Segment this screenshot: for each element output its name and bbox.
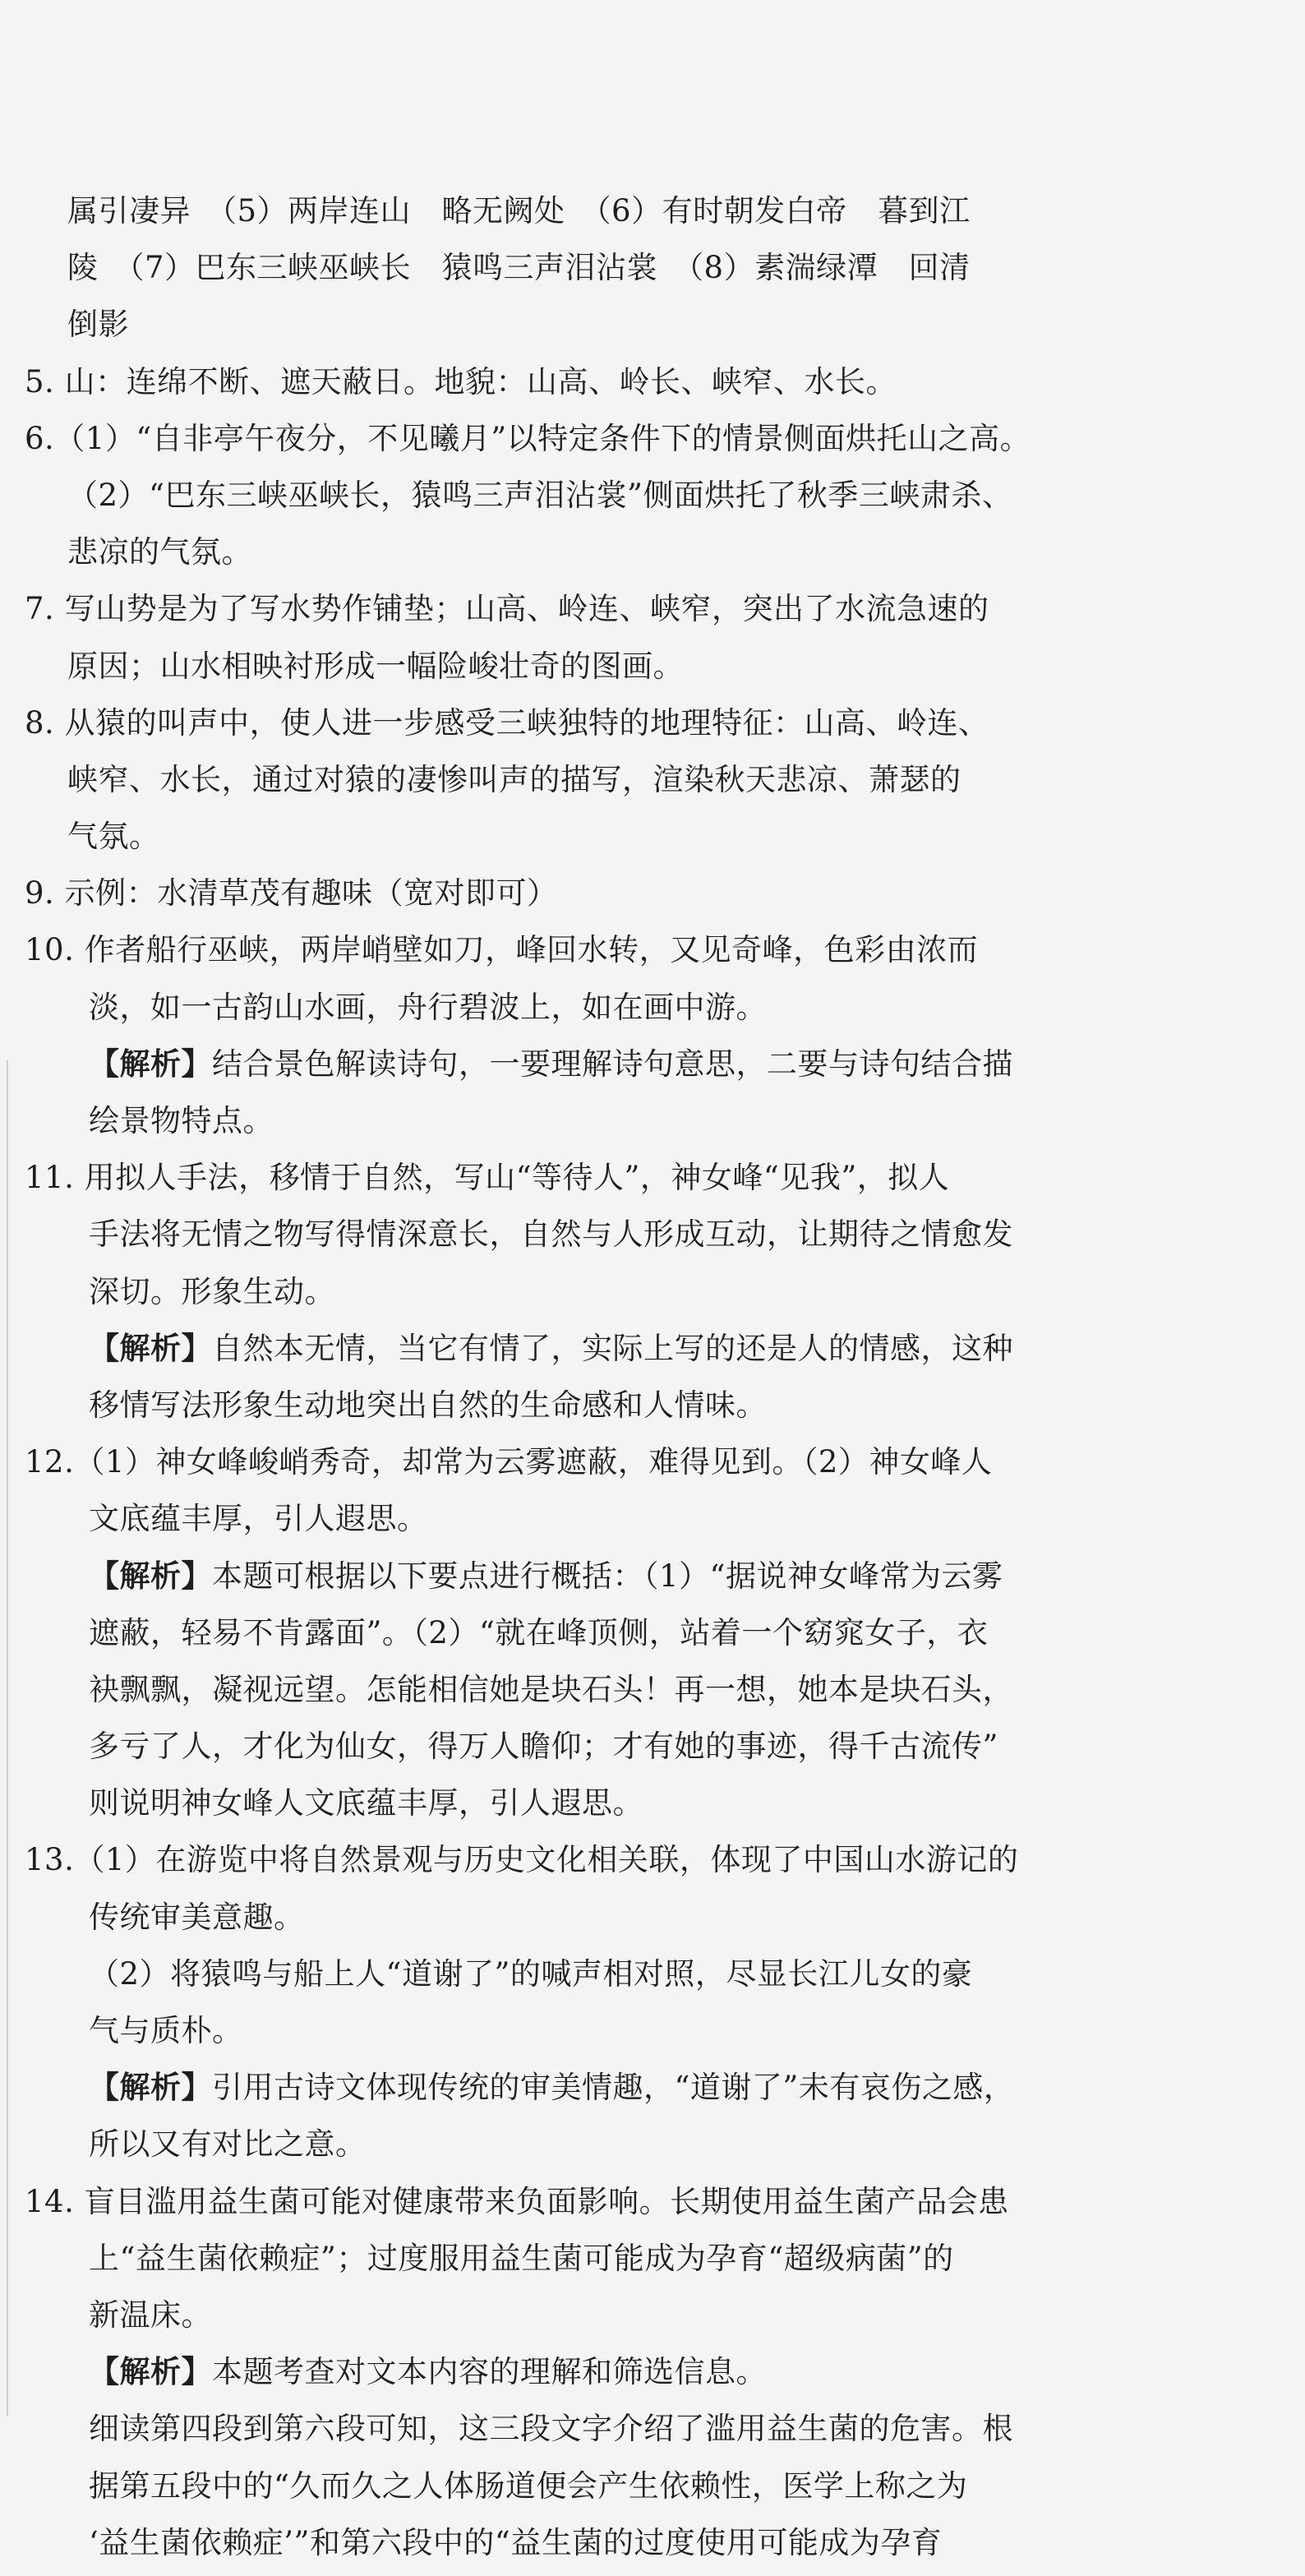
text-line: 上“益生菌依赖症”；过度服用益生菌可能成为孕育“超级病菌”的 (89, 2240, 954, 2276)
analysis-line (25, 1548, 1159, 1604)
text-line: ‘益生菌依赖症’”和第六段中的“益生菌的过度使用可能成为孕育 (89, 2524, 943, 2560)
analysis-text: 本题可根据以下要点进行概括：（1）“据说神女峰常为云雾 (212, 1558, 1003, 1594)
analysis-text: 本题考查对文本内容的理解和筛选信息。 (212, 2354, 767, 2390)
analysis-line (25, 2343, 1159, 2400)
text-line: （2）“巴东三峡巫峡长，猿鸣三声泪沾裳”侧面烘托了秋季三峡肃杀、 (67, 477, 1013, 513)
analysis-label: 【解析】 (89, 1558, 212, 1594)
analysis-label: 【解析】 (89, 1330, 212, 1366)
text-line: 传统审美意趣。 (89, 1899, 305, 1935)
text-line: 文底蕴丰厚，引人遐思。 (89, 1501, 428, 1537)
analysis-text: 结合景色解读诗句，一要理解诗句意思，二要与诗句结合描 (212, 1046, 1013, 1082)
answer-8: 8. 从猿的叫声中，使人进一步感受三峡独特的地理特征：山高、岭连、 (25, 704, 989, 741)
answer-7: 7. 写山势是为了写水势作铺垫；山高、岭连、峡窄，突出了水流急速的 (25, 591, 989, 627)
analysis-label: 【解析】 (89, 1046, 212, 1082)
text-line: 多亏了人，才化为仙女，得万人瞻仰；才有她的事迹，得千古流传” (89, 1729, 998, 1765)
analysis-text: 引用古诗文体现传统的审美情趣，“道谢了”未有哀伤之感， (212, 2070, 1015, 2106)
text-line: 则说明神女峰人文底蕴丰厚，引人遐思。 (89, 1785, 643, 1821)
text-line: 气氛。 (67, 819, 160, 855)
answer-13: 13.（1）在游览中将自然景观与历史文化相关联，体现了中国山水游记的 (25, 1842, 1019, 1878)
text-line: 新温床。 (89, 2297, 212, 2333)
text-line: 峡窄、水长，通过对猿的凄惨叫声的描写，渲染秋天悲凉、萧瑟的 (67, 761, 961, 797)
answer-5: 5. 山：连绵不断、遮天蔽日。地貌：山高、岭长、峡窄、水长。 (25, 363, 897, 399)
text-line: 细读第四段到第六段可知，这三段文字介绍了滥用益生菌的危害。根 (89, 2411, 1013, 2447)
text-line: 移情写法形象生动地突出自然的生命感和人情味。 (89, 1387, 767, 1423)
answer-text (25, 182, 1159, 2571)
text-line: 绘景物特点。 (89, 1103, 274, 1138)
analysis-line (25, 1036, 1159, 1092)
analysis-label: 【解析】 (89, 2354, 212, 2390)
analysis-line (25, 1320, 1159, 1377)
text-line: 淡，如一古韵山水画，舟行碧波上，如在画中游。 (89, 989, 767, 1025)
analysis-label: 【解析】 (89, 2070, 212, 2106)
text-line: 所以又有对比之意。 (89, 2126, 367, 2163)
answer-12: 12.（1）神女峰峻峭秀奇，却常为云雾遮蔽，难得见到。（2）神女峰人 (25, 1444, 993, 1480)
answer-9: 9. 示例：水清草茂有趣味（宽对即可） (25, 875, 558, 912)
answer-14: 14. 盲目滥用益生菌可能对健康带来负面影响。长期使用益生菌产品会患 (25, 2183, 1009, 2219)
text-line: 悲凉的气氛。 (67, 534, 252, 570)
text-line: 原因；山水相映衬形成一幅险峻壮奇的图画。 (67, 648, 684, 684)
text-line: 袂飘飘，凝视远望。怎能相信她是块石头！再一想，她本是块石头， (89, 1671, 1013, 1707)
text-line: 气与质朴。 (89, 2013, 243, 2048)
page-margin-line (7, 1060, 8, 2417)
analysis-text: 自然本无情，当它有情了，实际上写的还是人的情感，这种 (212, 1330, 1013, 1366)
text-line: 属引凄异 （5）两岸连山 略无阙处 （6）有时朝发白帝 暮到江 (67, 193, 971, 229)
text-line: 遮蔽，轻易不肯露面”。（2）“就在峰顶侧，站着一个窈窕女子，衣 (89, 1614, 989, 1650)
answer-6: 6.（1）“自非亭午夜分，不见曦月”以特定条件下的情景侧面烘托山之高。 (25, 420, 1031, 456)
analysis-line (25, 2059, 1159, 2116)
answer-11: 11. 用拟人手法，移情于自然，写山“等待人”，神女峰“见我”，拟人 (25, 1160, 950, 1196)
text-line: （2）将猿鸣与船上人“道谢了”的喊声相对照，尽显长江儿女的豪 (89, 1955, 973, 1992)
text-line: 深切。形象生动。 (89, 1273, 335, 1309)
answer-10: 10. 作者船行巫峡，两岸峭壁如刀，峰回水转，又见奇峰，色彩由浓而 (25, 932, 979, 968)
text-line: 据第五段中的“久而久之人体肠道便会产生依赖性，医学上称之为 (89, 2468, 968, 2504)
text-line: 倒影 (67, 307, 129, 343)
text-line: 手法将无情之物写得情深意长，自然与人形成互动，让期待之情愈发 (89, 1216, 1013, 1253)
text-line: 陵 （7）巴东三峡巫峡长 猿鸣三声泪沾裳 （8）素湍绿潭 回清 (67, 250, 971, 286)
